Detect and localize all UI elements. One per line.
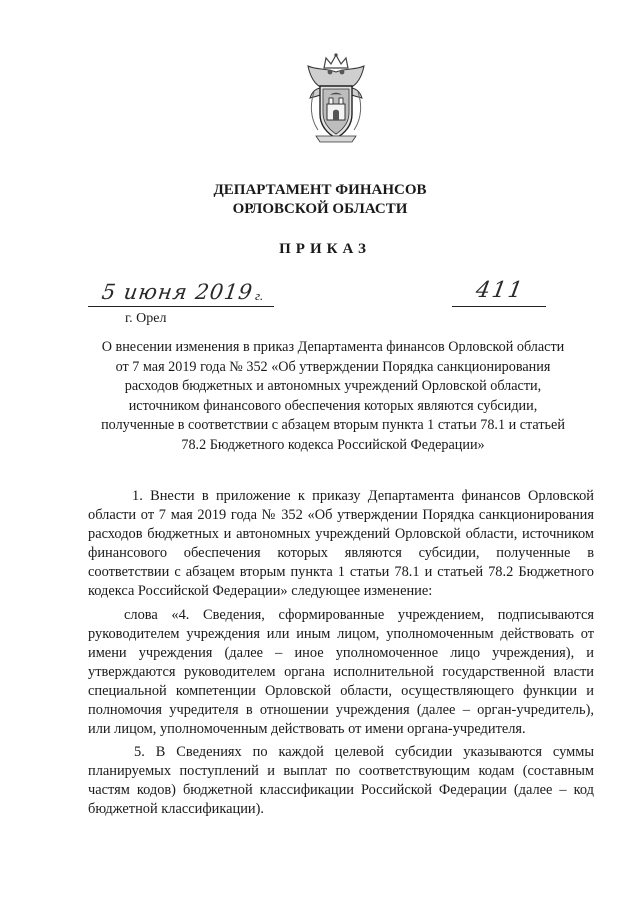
paragraph-text: 1. Внести в приложение к приказу Департамента финансов Орловской области от 7 мая 2019 года № 352 «Об утверждении Порядка санкционирования расходов бюджетных и автономных учреждений Орловской области, источником финансового обеспечения которых являются субсидии, полученные в соответствии с абзацем вторым пункта 1 статьи 78.1 и статьей 78.2 Бюджетного кодекса Российской Федерации» следующее изменение: <box>88 488 594 599</box>
subject-line: от 7 мая 2019 года № 352 «Об утверждении Порядка санкционирования <box>115 358 551 375</box>
order-subject <box>83 338 583 455</box>
paragraph-text: 5. В Сведениях по каждой целевой субсидии указываются суммы планируемых поступлений и выплат по соответствующим кодам (составным частям кодов) бюджетной классификации Российской Федерации (далее – код бюджетной классификации). <box>88 744 594 817</box>
subject-line: О внесении изменения в приказ Департамента финансов Орловской области <box>101 339 565 355</box>
order-date-field <box>88 282 274 307</box>
department-name-line2: ОРЛОВСКОЙ ОБЛАСТИ <box>232 201 408 217</box>
order-body-paragraph <box>88 487 594 601</box>
subject-line: источником финансового обеспечения которых являются субсидии, <box>128 397 538 414</box>
city-label: г. Орел <box>125 311 167 326</box>
paragraph-text: слова «4. Сведения, сформированные учреждением, подписываются руководителем учреждения или иным лицом, уполномоченным действовать от имени учреждения (далее – иное уполномоченное лицо учреждения), и утверждаются руководителем органа исполнительной государственной власти специальной компетенции Орловской области, осуществляющего функции и полномочия учредителя в отношении учреждения (далее – орган-учредитель), или лицом, уполномоченным действовать от имени органа-учредителя. <box>88 607 594 737</box>
department-name-line1: ДЕПАРТАМЕНТ ФИНАНСОВ <box>213 182 427 198</box>
orel-oblast-coat-of-arms-icon <box>296 52 376 144</box>
subject-line: расходов бюджетных и автономных учреждений Орловской области, <box>124 378 542 394</box>
order-date-suffix: г. <box>255 288 264 303</box>
order-body-paragraph <box>88 743 594 819</box>
order-title: ПРИКАЗ <box>279 241 371 257</box>
subject-line: полученные в соответствии с абзацем вторым пункта 1 статьи 78.1 и статьей <box>101 417 565 433</box>
order-number-handwritten: 411 <box>473 278 527 303</box>
subject-line: 78.2 Бюджетного кодекса Российской Федерации» <box>181 436 485 453</box>
order-number-field <box>452 278 546 307</box>
order-date-handwritten: 5 июня 2019 <box>100 280 255 304</box>
order-body-paragraph <box>88 606 594 739</box>
